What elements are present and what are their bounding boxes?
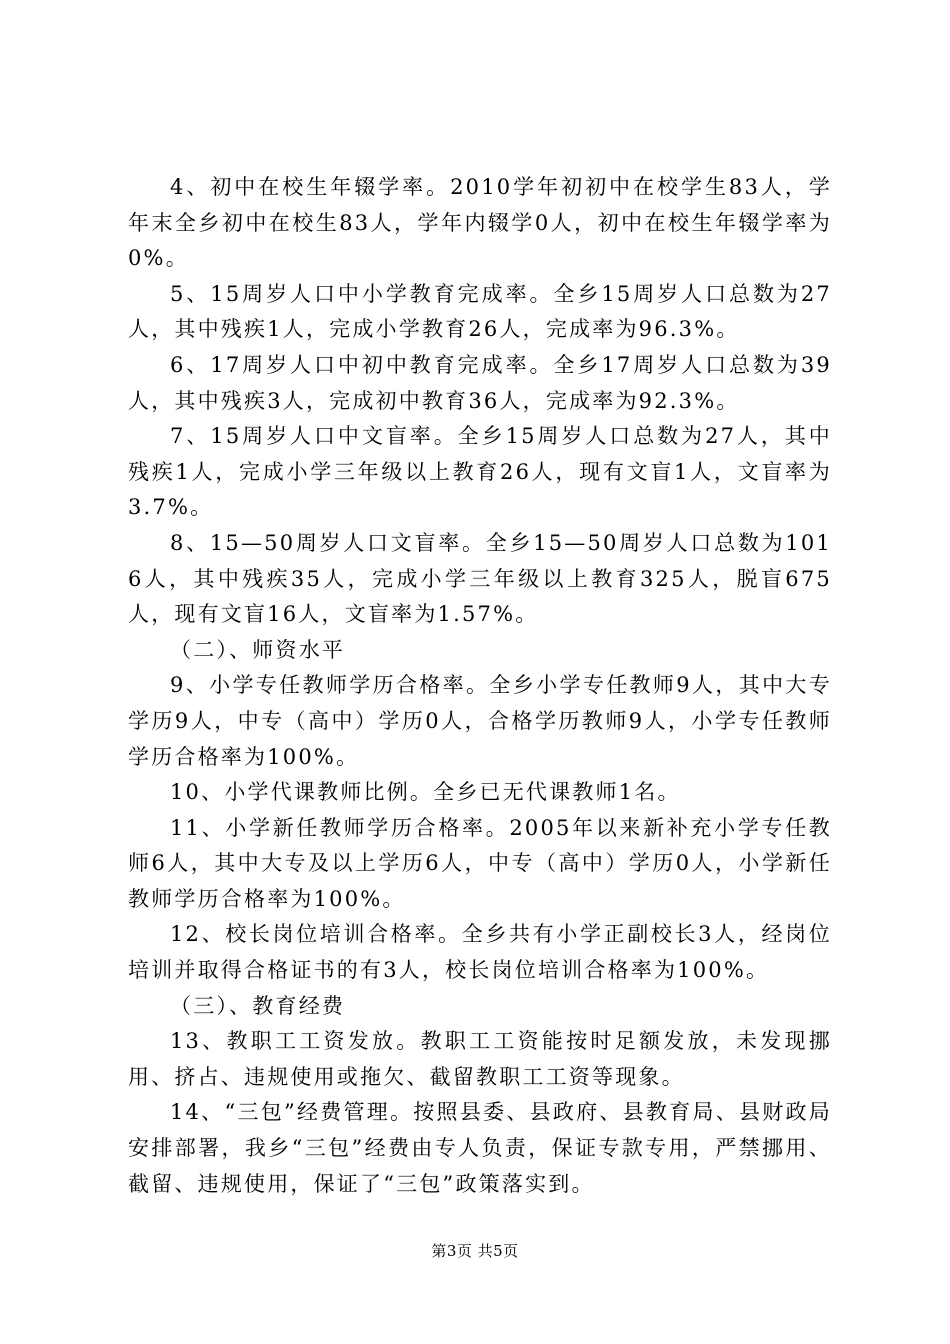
paragraph-item-4: 4、初中在校生年辍学率。2010学年初初中在校学生83人，学年末全乡初中在校生83人，学年内辍学0人，初中在校生年辍学率为0%。	[128, 175, 832, 271]
section-heading-teachers: （二）、师资水平	[170, 637, 346, 662]
paragraph-item-8: 8、15—50周岁人口文盲率。全乡15—50周岁人口总数为1016人，其中残疾35人，完成小学三年级以上教育325人，脱盲675人，现有文盲16人，文盲率为1.57%。	[128, 530, 832, 627]
paragraph-item-11: 11、小学新任教师学历合格率。2005年以来新补充小学专任教师6人，其中大专及以上学历6人，中专（高中）学历0人，小学新任教师学历合格率为100%。	[128, 815, 832, 911]
paragraph-item-10: 10、小学代课教师比例。全乡已无代课教师1名。	[170, 780, 681, 805]
paragraph-item-5: 5、15周岁人口中小学教育完成率。全乡15周岁人口总数为27人，其中残疾1人，完成小学教育26人，完成率为96.3%。	[128, 281, 832, 342]
section-heading-funding: （三）、教育经费	[170, 993, 346, 1018]
paragraph-item-13: 13、教职工工资发放。教职工工资能按时足额发放，未发现挪用、挤占、违规使用或拖欠、截留教职工工资等现象。	[128, 1029, 832, 1089]
paragraph-item-6: 6、17周岁人口中初中教育完成率。全乡17周岁人口总数为39人，其中残疾3人，完成初中教育36人，完成率为92.3%。	[128, 352, 832, 413]
document-body	[128, 170, 832, 1202]
paragraph-item-12: 12、校长岗位培训合格率。全乡共有小学正副校长3人，经岗位培训并取得合格证书的有3人，校长岗位培训合格率为100%。	[128, 922, 832, 983]
paragraph-item-9: 9、小学专任教师学历合格率。全乡小学专任教师9人，其中大专学历9人，中专（高中）学历0人，合格学历教师9人，小学专任教师学历合格率为100%。	[128, 673, 832, 769]
page-number-footer: 第3页 共5页	[431, 1242, 519, 1260]
paragraph-item-7: 7、15周岁人口中文盲率。全乡15周岁人口总数为27人，其中残疾1人，完成小学三年级以上教育26人，现有文盲1人，文盲率为3.7%。	[128, 424, 832, 520]
paragraph-item-14: 14、“三包”经费管理。按照县委、县政府、县教育局、县财政局安排部署，我乡“三包”经费由专人负责，保证专款专用，严禁挪用、截留、违规使用，保证了“三包”政策落实到。	[128, 1100, 832, 1196]
